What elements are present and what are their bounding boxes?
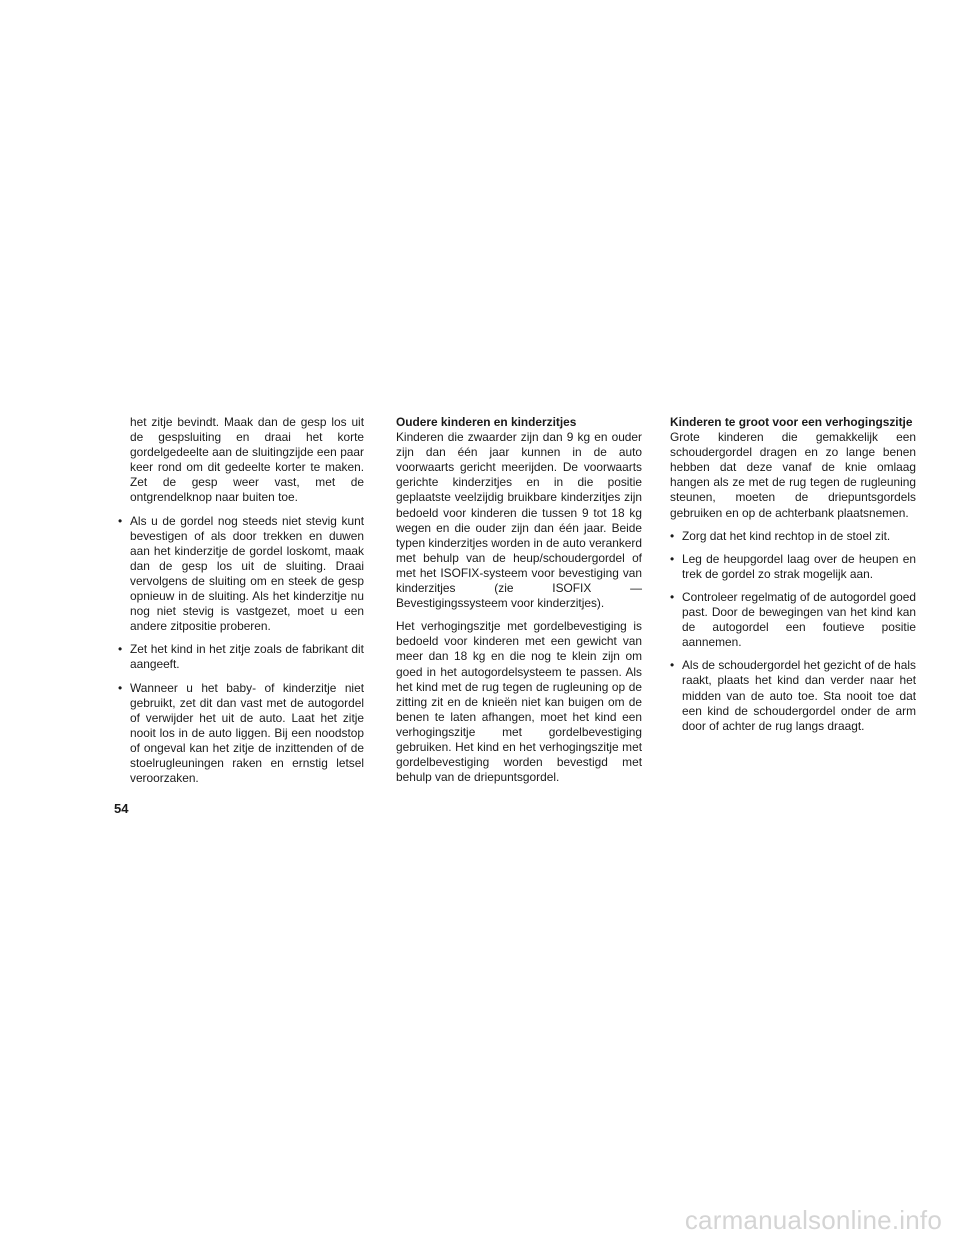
- list-item: • Zet het kind in het zitje zoals de fabrikant dit aangeeft.: [118, 642, 364, 672]
- continuation-paragraph: het zitje bevindt. Maak dan de gesp los uit de gespsluiting en draai het korte gordelgedeelte aan de sluitingzijde een paar keer rond om dit gedeelte korter te maken. Zet de gesp weer vast, met de ontgrendelknop naar buiten toe.: [130, 415, 364, 505]
- bullet-list-left: [118, 514, 364, 787]
- bullet-icon: •: [670, 528, 675, 543]
- list-item: • Zorg dat het kind rechtop in de stoel zit.: [670, 528, 891, 543]
- column-middle: [396, 415, 642, 793]
- section-heading: Oudere kinderen en kinderzitjes: [396, 415, 577, 429]
- list-item: • Controleer regelmatig of de autogordel goed past. Door de bewegingen van het kind kan de autogordel een foutieve positie aannemen.: [670, 589, 916, 650]
- section-heading: Kinderen te groot voor een verhogingszitje: [670, 415, 913, 429]
- paragraph: Grote kinderen die gemakkelijk een schoudergordel dragen en zo lange benen hebben dat deze vanaf de knie omlaag hangen als ze met de rug tegen de rugleuning steunen, moeten de driepuntsgordels gebruiken en op de achterbank plaatsnemen.: [670, 430, 916, 520]
- page-number: 54: [114, 801, 129, 816]
- list-item: • Als u de gordel nog steeds niet stevig kunt bevestigen of als door trekken en duwen aan het kinderzitje de gordel loskomt, maak dan de gesp los uit de sluiting. Draai vervolgens de sluiting om en steek de gesp opnieuw in de sluiting. Als het kinderzitje nu nog niet stevig is vastgezet, moet u een andere zitpositie proberen.: [118, 513, 364, 634]
- bullet-icon: •: [670, 551, 675, 566]
- list-item: • Wanneer u het baby- of kinderzitje niet gebruikt, zet dit dan vast met de autogordel of verwijder het uit de auto. Laat het zitje nooit los in de auto liggen. Bij een noodstop of ongeval kan het zitje de inzittenden of de stoelrugleuningen raken en ernstig letsel veroorzaken.: [118, 680, 364, 786]
- bullet-icon: •: [670, 658, 675, 673]
- paragraph: Het verhogingszitje met gordelbevestiging is bedoeld voor kinderen met een gewicht van meer dan 18 kg en die nog te klein zijn om goed in het autogordelsysteem te passen. Als het kind met de rug tegen de rugleuning op de zitting zit en de knieën niet kan buigen om de benen te laten afhangen, moet het kind een verhogingszitje met gordelbevestiging gebruiken. Het kind en het verhogingszitje met gordelbevestiging worden bevestigd met behulp van de driepuntsgordel.: [396, 619, 642, 785]
- bullet-icon: •: [118, 642, 123, 657]
- bullet-icon: •: [118, 680, 123, 695]
- list-item: • Leg de heupgordel laag over de heupen en trek de gordel zo strak mogelijk aan.: [670, 551, 916, 581]
- column-right: [670, 415, 916, 742]
- bullet-icon: •: [670, 589, 675, 604]
- list-item: • Als de schoudergordel het gezicht of de hals raakt, plaats het kind dan verder naar het midden van de auto toe. Sta nooit toe dat een kind de schoudergordel onder de arm door of achter de rug langs draagt.: [670, 658, 916, 733]
- bullet-icon: •: [118, 513, 123, 528]
- column-left: [118, 415, 364, 794]
- watermark: carmanualsonline.info: [684, 1205, 942, 1235]
- bullet-list-right: [670, 529, 916, 734]
- paragraph: Kinderen die zwaarder zijn dan 9 kg en ouder zijn dan één jaar kunnen in de auto voorwaarts gericht meerijden. De voorwaarts gerichte kinderzitjes en in die positie geplaatste veelzijdig bruikbare kinderzitjes zijn bedoeld voor kinderen die tussen 9 tot 18 kg wegen en die ouder zijn dan één jaar. Beide typen kinderzitjes worden in de auto verankerd met behulp van de heup/schoudergordel of met het ISOFIX-systeem voor bevestiging van kinderzitjes (zie ISOFIX — Bevestigingssysteem voor kinderzitjes).: [396, 430, 642, 611]
